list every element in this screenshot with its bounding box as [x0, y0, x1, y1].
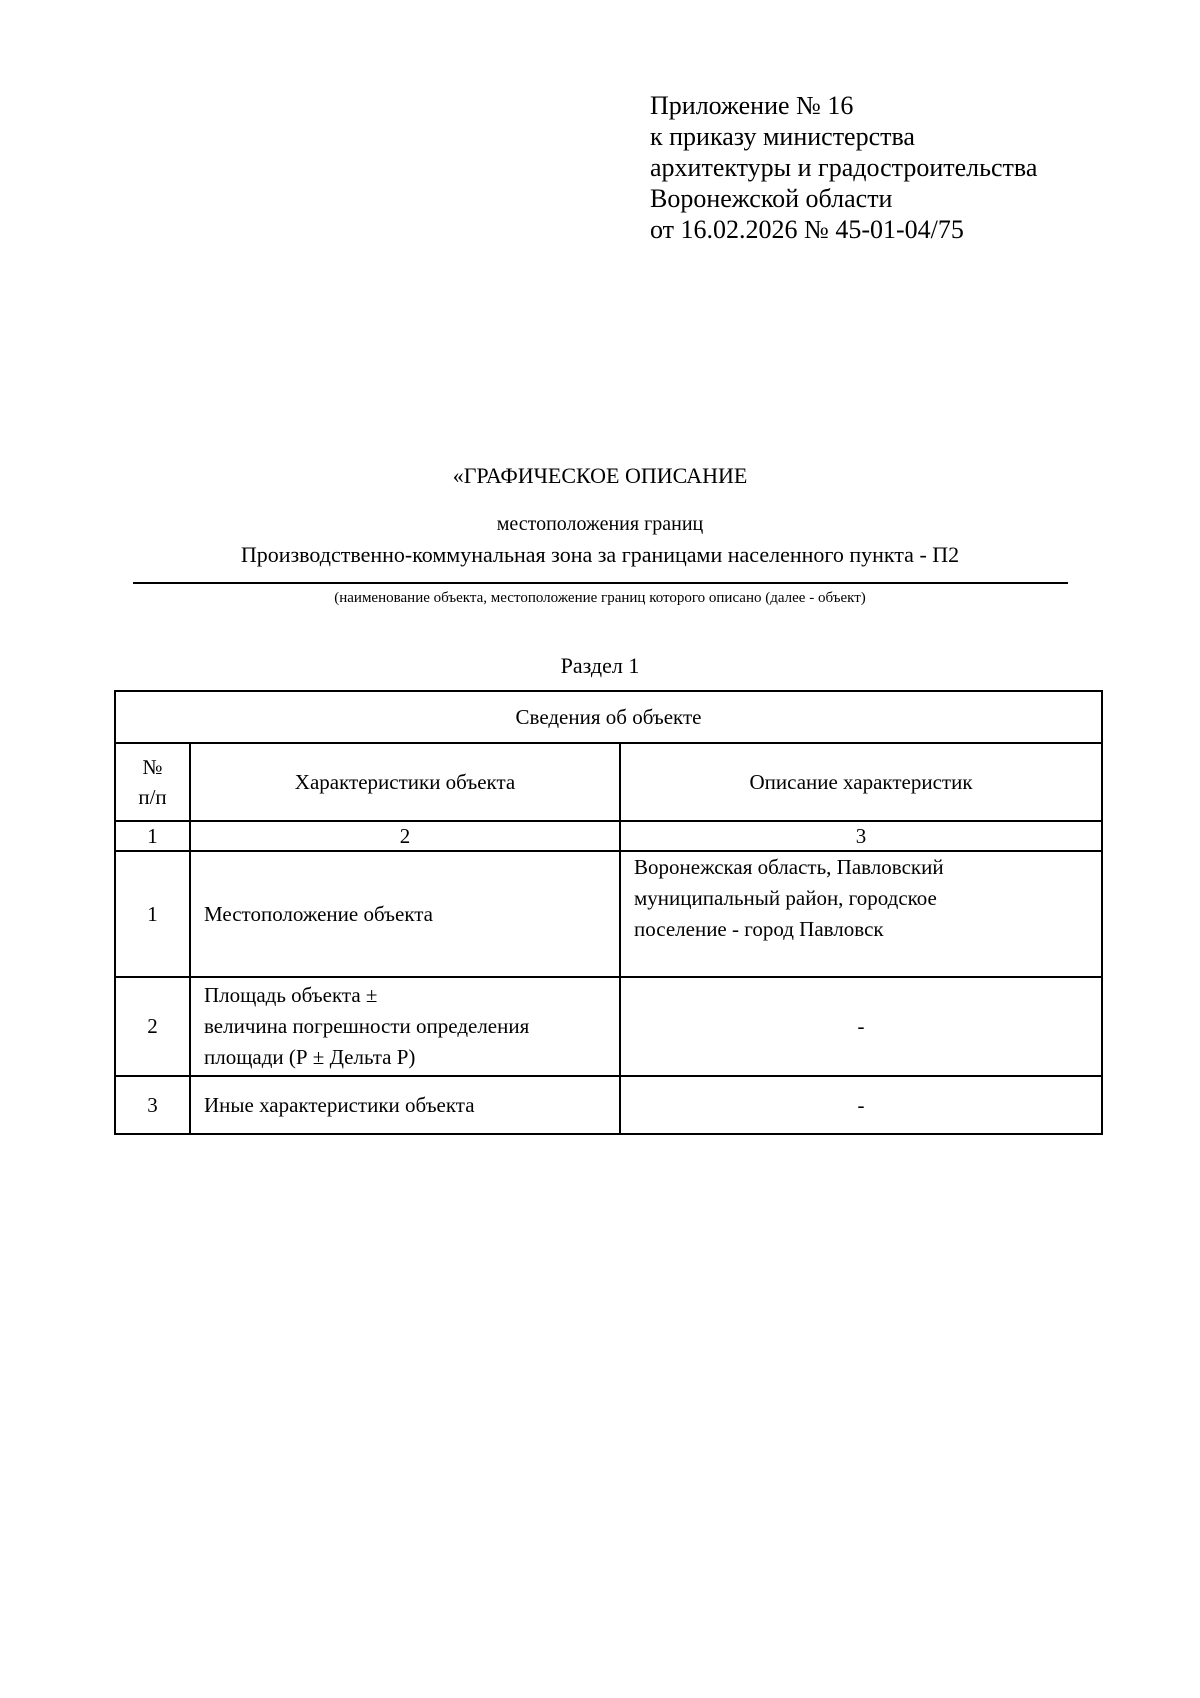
appendix-block	[650, 90, 1170, 245]
column-number-row	[115, 821, 1102, 851]
description-line: муниципальный район, городское	[634, 886, 937, 910]
section-heading: Раздел 1	[560, 653, 640, 678]
description-line: поселение - город Павловск	[634, 917, 884, 941]
row-characteristic: Иные характеристики объекта	[190, 1076, 620, 1134]
document-title: «ГРАФИЧЕСКОЕ ОПИСАНИЕ	[452, 463, 748, 488]
characteristic-line: величина погрешности определения	[204, 1014, 530, 1038]
table-caption: Сведения об объекте	[115, 691, 1102, 743]
appendix-line: к приказу министерства	[650, 122, 915, 151]
characteristic-line: площади (Р ± Дельта Р)	[204, 1045, 416, 1069]
object-name-underline	[133, 582, 1068, 584]
row-description: -	[620, 977, 1102, 1076]
row-number: 2	[115, 977, 190, 1076]
row-characteristic	[190, 977, 620, 1076]
appendix-line: Воронежской области	[650, 184, 893, 213]
table-row	[115, 851, 1102, 977]
characteristic-line: Площадь объекта ±	[204, 983, 378, 1007]
description-line: Воронежская область, Павловский	[634, 855, 944, 879]
table-row	[115, 977, 1102, 1076]
object-name: Производственно-коммунальная зона за границами населенного пункта - П2	[240, 542, 960, 567]
header-num-line1: №	[142, 755, 163, 779]
header-num-line2: п/п	[138, 785, 167, 809]
row-number: 1	[115, 851, 190, 977]
appendix-line: Приложение № 16	[650, 91, 854, 120]
object-info-table	[114, 690, 1103, 1135]
appendix-line: архитектуры и градостроительства	[650, 153, 1038, 182]
column-number: 1	[115, 821, 190, 851]
row-characteristic: Местоположение объекта	[190, 851, 620, 977]
column-number: 2	[190, 821, 620, 851]
row-number: 3	[115, 1076, 190, 1134]
table-row	[115, 1076, 1102, 1134]
object-name-caption: (наименование объекта, местоположение границ которого описано (далее - объект)	[334, 590, 866, 606]
row-description	[620, 851, 1102, 977]
header-num-cell	[115, 743, 190, 821]
appendix-line: от 16.02.2026 № 45-01-04/75	[650, 215, 964, 244]
column-number: 3	[620, 821, 1102, 851]
header-characteristic: Характеристики объекта	[190, 743, 620, 821]
table-header-row	[115, 743, 1102, 821]
document-subtitle: местоположения границ	[496, 513, 704, 535]
row-description: -	[620, 1076, 1102, 1134]
header-description: Описание характеристик	[620, 743, 1102, 821]
